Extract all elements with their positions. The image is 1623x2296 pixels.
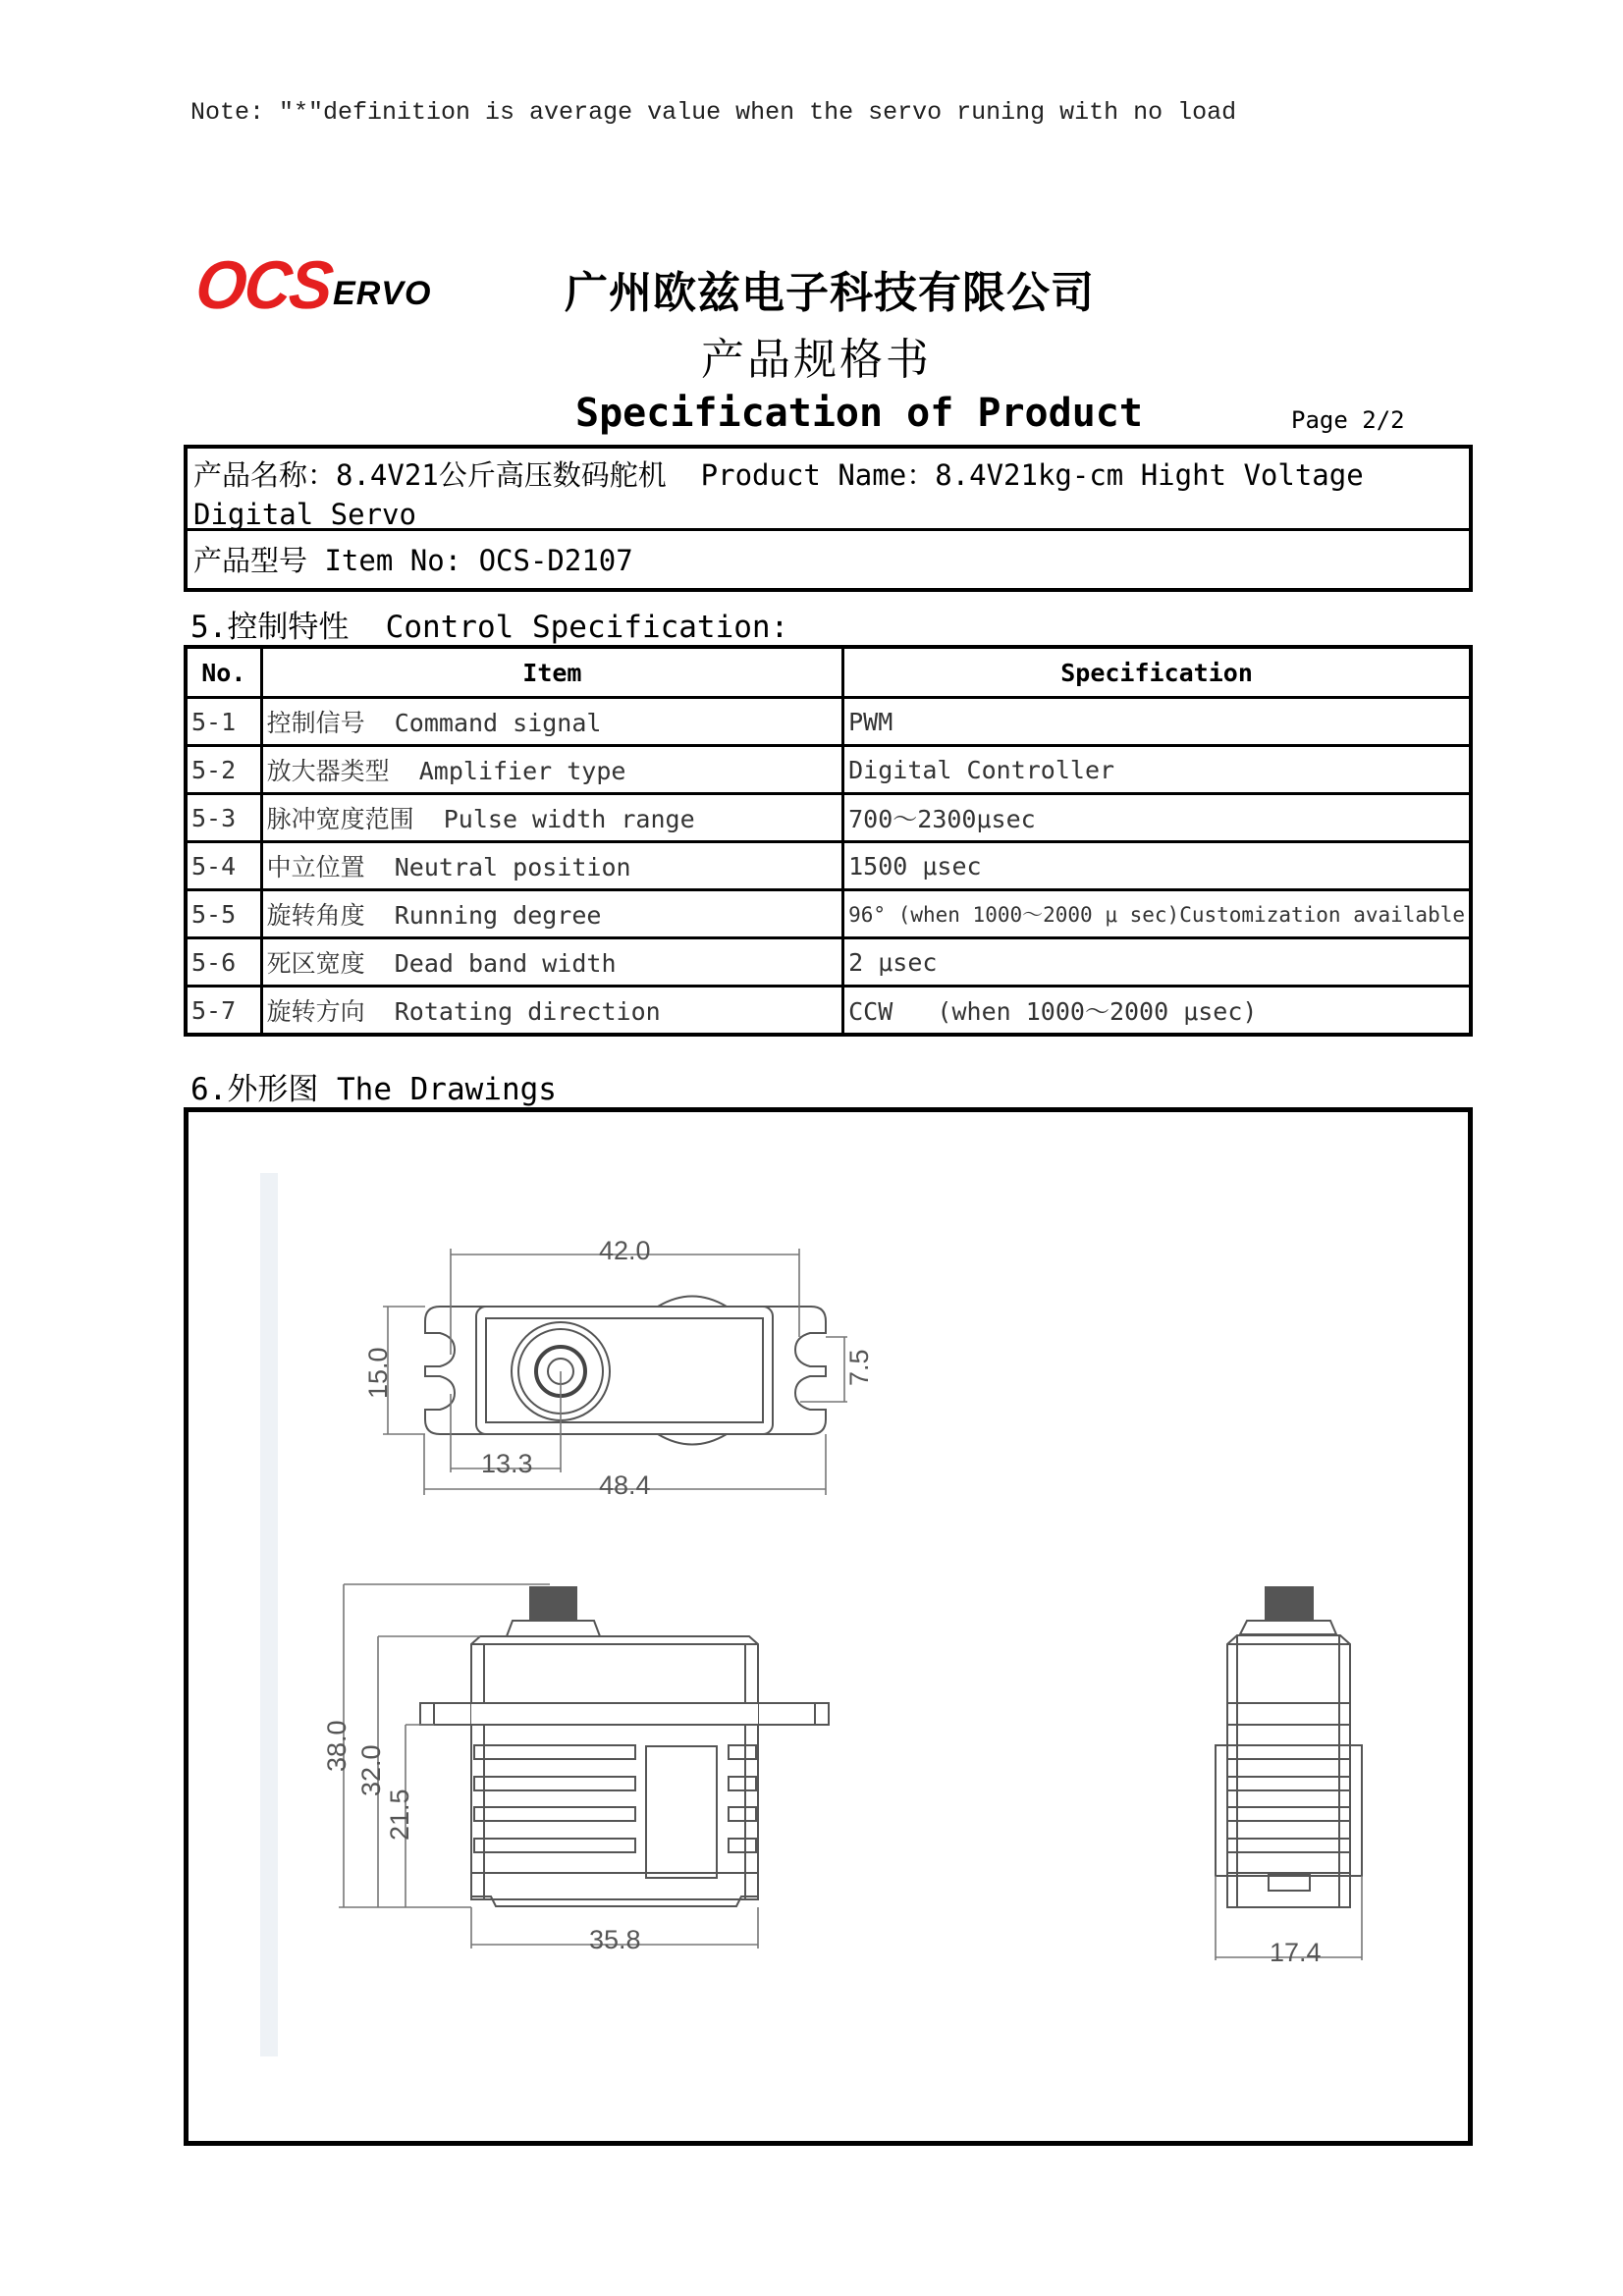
row-no: 5-6 [186, 938, 261, 987]
row-no: 5-7 [186, 987, 261, 1036]
row-spec: 700～2300μsec [843, 794, 1471, 842]
company-name: 广州欧兹电子科技有限公司 [565, 268, 1095, 318]
row-item: 旋转方向 Rotating direction [261, 987, 842, 1036]
top-view [363, 1236, 874, 1500]
section-title-control: 5.控制特性 Control Specification: [190, 610, 789, 645]
page-number: Page 2/2 [1291, 406, 1405, 434]
row-item: 旋转角度 Running degree [261, 890, 842, 938]
row-spec: 2 μsec [843, 938, 1471, 987]
dim-label: 17.4 [1270, 1938, 1322, 1967]
dim-label: 13.3 [481, 1449, 533, 1478]
dim-label: 38.0 [322, 1720, 352, 1772]
doc-title-cn: 产品规格书 [701, 335, 932, 385]
dim-label: 21.5 [385, 1789, 414, 1841]
col-no: No. [186, 647, 261, 698]
row-no: 5-2 [186, 746, 261, 794]
footnote: Note: "*"definition is average value when the servo runing with no load [190, 98, 1237, 127]
side-view [322, 1584, 829, 1954]
item-number: 产品型号 Item No: OCS-D2107 [193, 544, 633, 577]
row-spec: 1500 μsec [843, 842, 1471, 890]
logo-secondary: ERVO [333, 275, 432, 312]
end-view [1216, 1586, 1362, 1967]
product-name: 产品名称：8.4V21公斤高压数码舵机 Product Name：8.4V21kg-cm Hight Voltage [193, 458, 1364, 492]
row-spec: 96° (when 1000～2000 μ sec)Customization available [843, 890, 1471, 938]
row-no: 5-1 [186, 698, 261, 746]
row-item: 脉冲宽度范围 Pulse width range [261, 794, 842, 842]
dim-label: 48.4 [599, 1470, 651, 1500]
dim-label: 42.0 [599, 1236, 651, 1265]
dim-label: 35.8 [589, 1925, 641, 1954]
section-title-drawings: 6.外形图 The Drawings [190, 1072, 557, 1107]
product-name-cont: Digital Servo [193, 498, 416, 531]
row-no: 5-4 [186, 842, 261, 890]
col-spec: Specification [843, 647, 1471, 698]
dim-label: 15.0 [363, 1347, 393, 1399]
row-spec: CCW (when 1000～2000 μsec) [843, 987, 1471, 1036]
row-item: 控制信号 Command signal [261, 698, 842, 746]
row-item: 中立位置 Neutral position [261, 842, 842, 890]
col-item: Item [261, 647, 842, 698]
row-spec: PWM [843, 698, 1471, 746]
dim-label: 7.5 [844, 1349, 874, 1386]
row-item: 放大器类型 Amplifier type [261, 746, 842, 794]
logo-primary: OCS [191, 246, 336, 323]
row-spec: Digital Controller [843, 746, 1471, 794]
dim-label: 32.0 [356, 1744, 386, 1796]
row-item: 死区宽度 Dead band width [261, 938, 842, 987]
row-no: 5-5 [186, 890, 261, 938]
doc-title-en: Specification of Product [575, 391, 1143, 436]
row-no: 5-3 [186, 794, 261, 842]
